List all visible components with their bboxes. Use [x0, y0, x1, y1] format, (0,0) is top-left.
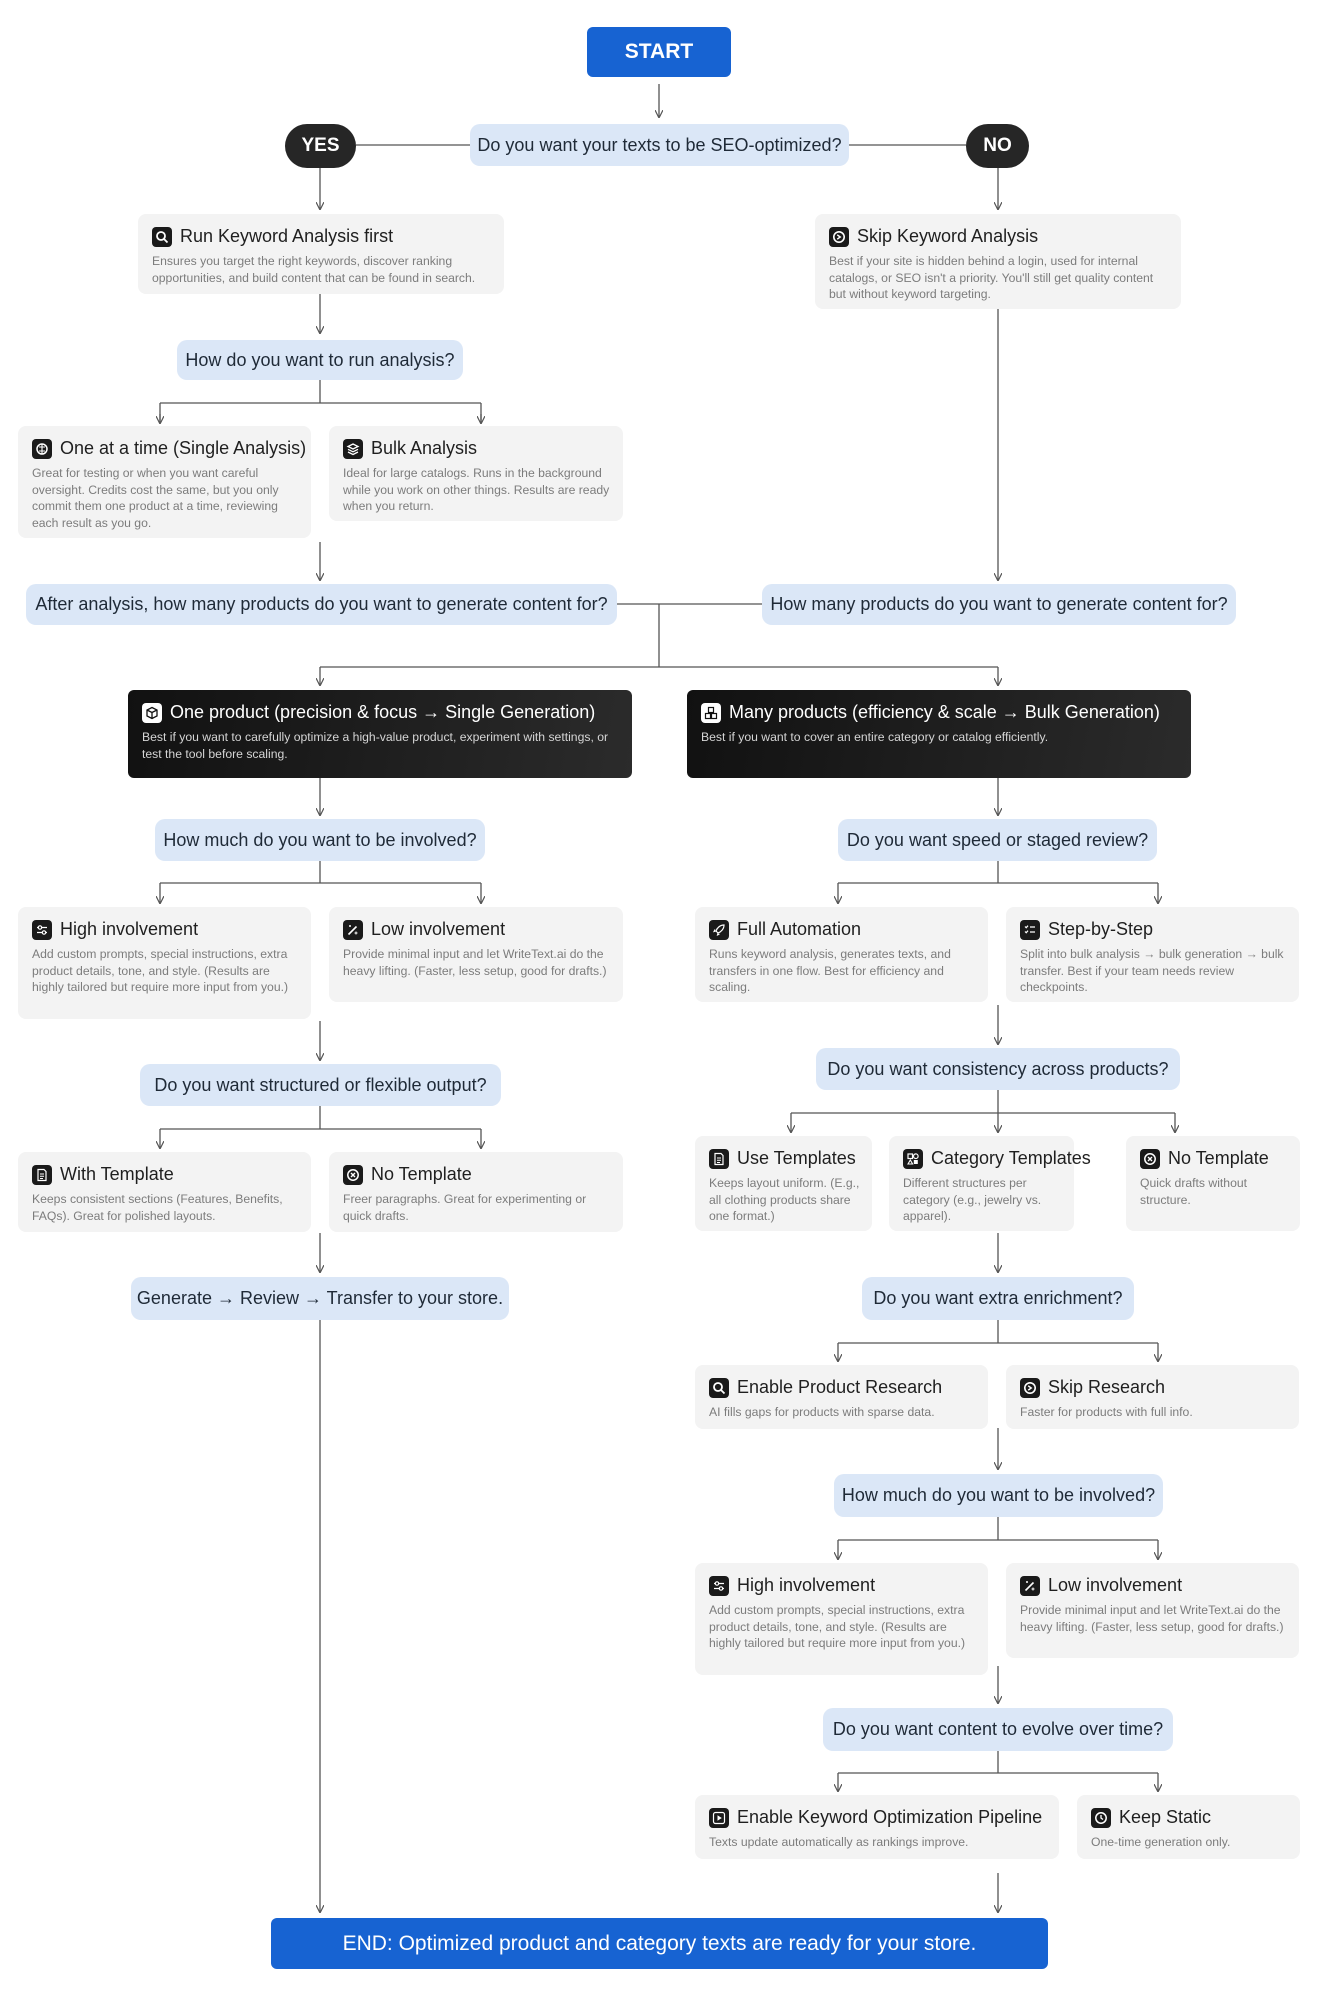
sliders-icon [32, 920, 52, 940]
card-step-by-step [1006, 907, 1299, 1002]
card-description: Ideal for large catalogs. Runs in the background while you work on other things. Results are ready when you return. [343, 466, 610, 513]
card-keep-static [1077, 1795, 1300, 1859]
card-category-templates [889, 1136, 1091, 1231]
rocket-icon [709, 920, 729, 940]
question-after-analysis: After analysis, how many products do you want to generate content for? [26, 584, 617, 625]
question-evolve: Do you want content to evolve over time? [823, 1708, 1173, 1751]
card-description: Ensures you target the right keywords, discover ranking opportunities, and build content that can be found in search. [152, 254, 476, 285]
card-description: Texts update automatically as rankings improve. [709, 1835, 969, 1849]
question-consistency: Do you want consistency across products? [816, 1048, 1180, 1090]
card-title: Enable Keyword Optimization Pipeline [737, 1807, 1043, 1827]
card-title: One product (precision & focus → Single Generation) [170, 702, 596, 722]
question-involvement-right: How much do you want to be involved? [834, 1474, 1163, 1517]
boxes-icon [701, 703, 721, 723]
card-title: No Template [371, 1164, 472, 1184]
card-low-involvement-right [1006, 1563, 1299, 1658]
card-title: Keep Static [1119, 1807, 1212, 1827]
card-single-analysis [18, 426, 311, 538]
no-label: NO [966, 124, 1029, 168]
card-title: Bulk Analysis [371, 438, 478, 458]
x-circle-icon [343, 1165, 363, 1185]
connector [838, 860, 1158, 883]
card-description: Different structures per category (e.g., jewelry vs. apparel). [903, 1176, 1042, 1223]
question-how-many: How many products do you want to generate content for? [762, 584, 1236, 625]
card-with-template [18, 1152, 311, 1232]
card-title: Skip Keyword Analysis [857, 226, 1039, 246]
generate-review-transfer: Generate → Review → Transfer to your store. [131, 1277, 509, 1320]
x-circle-icon [1140, 1149, 1160, 1169]
card-full-automation [695, 907, 988, 1002]
clock-icon [1091, 1808, 1111, 1828]
card-title: Many products (efficiency & scale → Bulk Generation) [729, 702, 1160, 722]
card-title: One at a time (Single Analysis) [60, 438, 307, 458]
magic-wand-icon [1020, 1576, 1040, 1596]
skip-circle-icon [829, 227, 849, 247]
connector [838, 1320, 1158, 1343]
card-title: High involvement [60, 919, 199, 939]
connector [791, 1089, 1175, 1113]
card-description: Best if you want to carefully optimize a high-value product, experiment with settings, or test the tool before scaling. [142, 730, 609, 761]
card-description: Keeps layout uniform. (E.g., all clothing products share one format.) [709, 1176, 860, 1223]
card-title: Low involvement [371, 919, 506, 939]
card-enable-product-research [695, 1365, 988, 1429]
card-use-templates [695, 1136, 872, 1231]
card-description: Best if you want to cover an entire category or catalog efficiently. [701, 730, 1049, 744]
question-involvement-left: How much do you want to be involved? [155, 819, 485, 861]
card-description: Keeps consistent sections (Features, Benefits, FAQs). Great for polished layouts. [32, 1192, 283, 1223]
card-no-template-left [329, 1152, 623, 1232]
question-speed: Do you want speed or staged review? [838, 819, 1157, 861]
card-low-involvement-left [329, 907, 623, 1002]
card-description: Provide minimal input and let WriteText.ai do the heavy lifting. (Faster, less setup, good for drafts.) [343, 947, 607, 978]
card-high-involvement-right [695, 1563, 988, 1675]
connector [160, 380, 481, 422]
question-structured: Do you want structured or flexible output? [140, 1064, 501, 1106]
card-one-product [128, 690, 632, 778]
card-title: Step-by-Step [1048, 919, 1154, 939]
card-run-keyword-analysis [138, 214, 504, 294]
connector [838, 1516, 1158, 1540]
card-title: High involvement [737, 1575, 876, 1595]
card-description: Freer paragraphs. Great for experimenting or quick drafts. [343, 1192, 587, 1223]
card-high-involvement-left [18, 907, 311, 1019]
card-description: Add custom prompts, special instructions, extra product details, tone, and style. (Results are highly tailored but require more input from you.) [32, 947, 289, 994]
connector [160, 860, 481, 883]
document-icon [32, 1165, 52, 1185]
document-icon [709, 1149, 729, 1169]
card-description: Add custom prompts, special instructions, extra product details, tone, and style. (Results are highly tailored but require more input from you.) [709, 1603, 966, 1650]
question-run-analysis: How do you want to run analysis? [177, 340, 463, 380]
play-icon [709, 1808, 729, 1828]
card-description: Great for testing or when you want careful oversight. Credits cost the same, but you only commit them one product at a time, reviewing each result as you go. [32, 466, 279, 530]
card-title: Full Automation [737, 919, 862, 939]
card-skip-keyword-analysis [815, 214, 1181, 309]
card-title: No Template [1168, 1148, 1269, 1168]
connector [160, 1106, 481, 1129]
card-description: One-time generation only. [1091, 1835, 1231, 1849]
card-title: Use Templates [737, 1148, 856, 1168]
start-node: START [587, 27, 731, 77]
question-enrichment: Do you want extra enrichment? [862, 1277, 1134, 1320]
magic-wand-icon [343, 920, 363, 940]
card-description: Best if your site is hidden behind a login, used for internal catalogs, or SEO isn't a priority. You'll still get quality content but without keyword targeting. [829, 254, 1154, 301]
end-node: END: Optimized product and category texts are ready for your store. [271, 1918, 1048, 1969]
category-icon [903, 1149, 923, 1169]
card-title: Category Templates [931, 1148, 1091, 1168]
card-bulk-analysis [329, 426, 623, 521]
card-description: AI fills gaps for products with sparse data. [709, 1405, 935, 1419]
card-keyword-optimization-pipeline [695, 1795, 1059, 1859]
card-description: Provide minimal input and let WriteText.ai do the heavy lifting. (Faster, less setup, good for drafts.) [1020, 1603, 1284, 1634]
box-icon [142, 703, 162, 723]
search-icon [709, 1378, 729, 1398]
sliders-icon [709, 1576, 729, 1596]
card-title: Enable Product Research [737, 1377, 943, 1397]
question-seo: Do you want your texts to be SEO-optimized? [470, 124, 849, 166]
layers-icon [343, 439, 363, 459]
checklist-icon [1020, 920, 1040, 940]
card-title: Skip Research [1048, 1377, 1166, 1397]
card-no-template-right [1126, 1136, 1300, 1231]
card-description: Runs keyword analysis, generates texts, and transfers in one flow. Best for efficiency and scaling. [709, 947, 951, 994]
card-title: With Template [60, 1164, 174, 1184]
card-skip-research [1006, 1365, 1299, 1429]
yes-label: YES [285, 124, 356, 168]
connector [838, 1750, 1158, 1773]
card-title: Low involvement [1048, 1575, 1183, 1595]
card-many-products [687, 690, 1191, 778]
card-title: Run Keyword Analysis first [180, 226, 394, 246]
skip-circle-icon [1020, 1378, 1040, 1398]
card-description: Quick drafts without structure. [1140, 1176, 1248, 1207]
brain-icon [32, 439, 52, 459]
card-description: Split into bulk analysis → bulk generation → bulk transfer. Best if your team needs review checkpoints. [1020, 947, 1284, 994]
card-description: Faster for products with full info. [1020, 1405, 1193, 1419]
search-icon [152, 227, 172, 247]
